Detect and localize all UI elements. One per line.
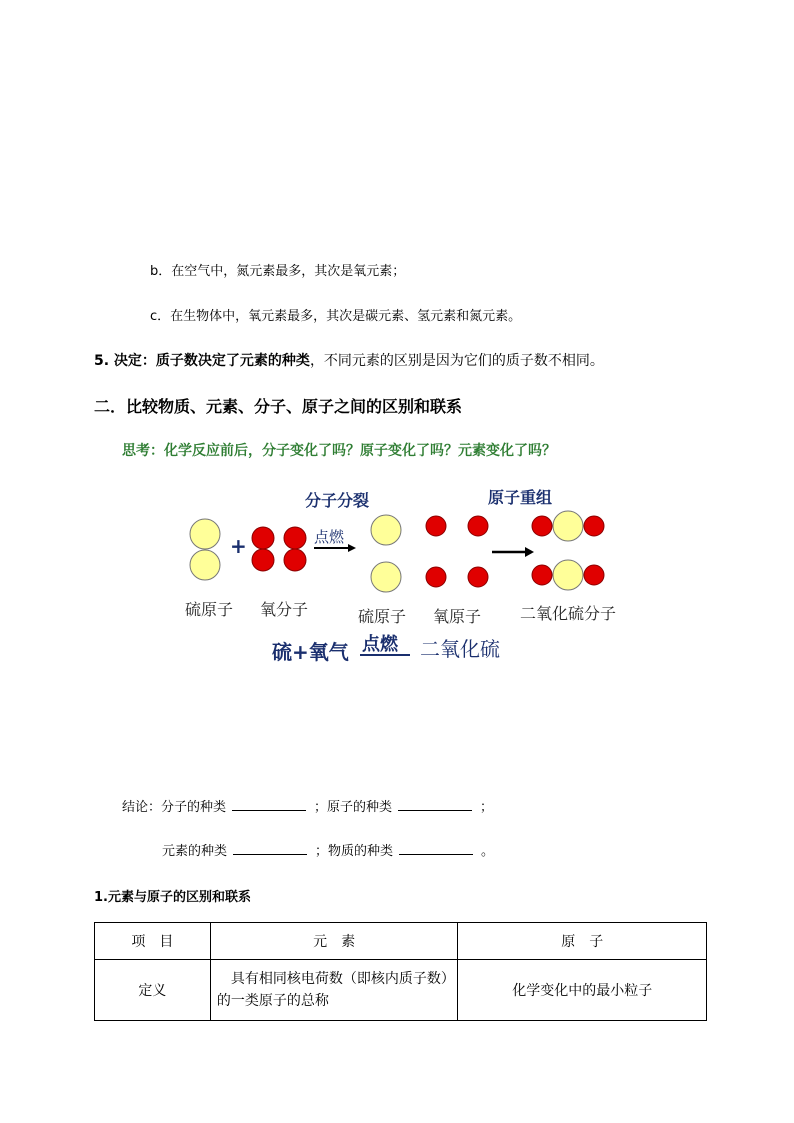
blank-element[interactable]: [233, 842, 307, 855]
table-section-title: 1.元素与原子的区别和联系: [94, 890, 251, 905]
label-oxygen-atom: 氧原子: [433, 607, 482, 626]
oxygen-atom-b2: [284, 549, 306, 571]
conclusion-line-1: [122, 796, 493, 815]
table-row: [95, 960, 707, 1021]
sulfur-atom-3: [371, 515, 401, 545]
blank-molecule[interactable]: [232, 798, 306, 811]
cell-definition-label: 定义: [95, 960, 211, 1021]
conclusion-substance-label: ；物质的种类: [315, 844, 394, 859]
arrow-1-head: [348, 544, 356, 552]
plus-sign: +: [230, 534, 247, 558]
header-item: 项 目: [95, 923, 211, 960]
sulfur-atom-1: [190, 519, 220, 549]
table-header-row: [95, 923, 707, 960]
cell-element-definition: 具有相同核电荷数（即核内质子数）的一类原子的总称: [210, 960, 458, 1021]
cell-atom-definition: 化学变化中的最小粒子: [458, 960, 707, 1021]
label-oxygen-molecule: 氧分子: [260, 600, 309, 619]
equation-left: 硫+氧气: [272, 640, 349, 664]
equation-right: 二氧化硫: [420, 637, 500, 661]
reaction-diagram: [170, 480, 650, 670]
equation-condition: 点燃: [362, 634, 398, 655]
so2-sulfur-1: [553, 511, 583, 541]
header-atom: 原 子: [458, 923, 707, 960]
conclusion-element-label: 元素的种类: [162, 844, 228, 859]
paragraph-5-rest: ，不同元素的区别是因为它们的质子数不相同。: [309, 353, 604, 369]
paragraph-5-bold: 5. 决定：质子数决定了元素的种类: [94, 353, 310, 369]
so2-oxygen-4: [584, 565, 604, 585]
oxygen-atom-c1: [426, 516, 446, 536]
oxygen-atom-a1: [252, 527, 274, 549]
think-question: 思考：化学反应前后，分子变化了吗？原子变化了吗？元素变化了吗？: [122, 443, 556, 459]
conclusion-atom-label: ；原子的种类: [314, 800, 393, 815]
so2-oxygen-2: [584, 516, 604, 536]
paragraph-5: [94, 350, 604, 370]
sulfur-atom-2: [190, 550, 220, 580]
conclusion-line-2: [162, 840, 494, 859]
oxygen-atom-a2: [252, 549, 274, 571]
step-2-label: 原子重组: [488, 488, 553, 507]
conclusion-molecule-label: 结论：分子的种类: [122, 800, 227, 815]
blank-substance[interactable]: [399, 842, 473, 855]
oxygen-atom-c3: [426, 567, 446, 587]
conclusion-end-1: ；: [480, 800, 494, 815]
arrow-2-head: [525, 547, 534, 557]
section-2-heading: 二．比较物质、元素、分子、原子之间的区别和联系: [94, 397, 463, 416]
conclusion-end-2: 。: [481, 844, 495, 859]
header-element: 元 素: [210, 923, 458, 960]
so2-sulfur-2: [553, 560, 583, 590]
reaction-diagram-svg: [170, 480, 650, 670]
oxygen-atom-c2: [468, 516, 488, 536]
label-sulfur-atom-2: 硫原子: [358, 607, 407, 626]
element-atom-table: [94, 922, 707, 1021]
blank-atom[interactable]: [398, 798, 472, 811]
oxygen-atom-b1: [284, 527, 306, 549]
step-1-label: 分子分裂: [305, 491, 370, 510]
label-sulfur-atom: 硫原子: [185, 600, 234, 619]
so2-oxygen-3: [532, 565, 552, 585]
so2-oxygen-1: [532, 516, 552, 536]
sulfur-atom-4: [371, 562, 401, 592]
label-so2-molecule: 二氧化硫分子: [520, 604, 617, 623]
line-c: c．在生物体中，氧元素最多，其次是碳元素、氢元素和氮元素。: [150, 309, 522, 324]
line-b: b．在空气中，氮元素最多，其次是氧元素；: [150, 264, 406, 279]
oxygen-atom-c4: [468, 567, 488, 587]
condition-text: 点燃: [314, 528, 345, 546]
